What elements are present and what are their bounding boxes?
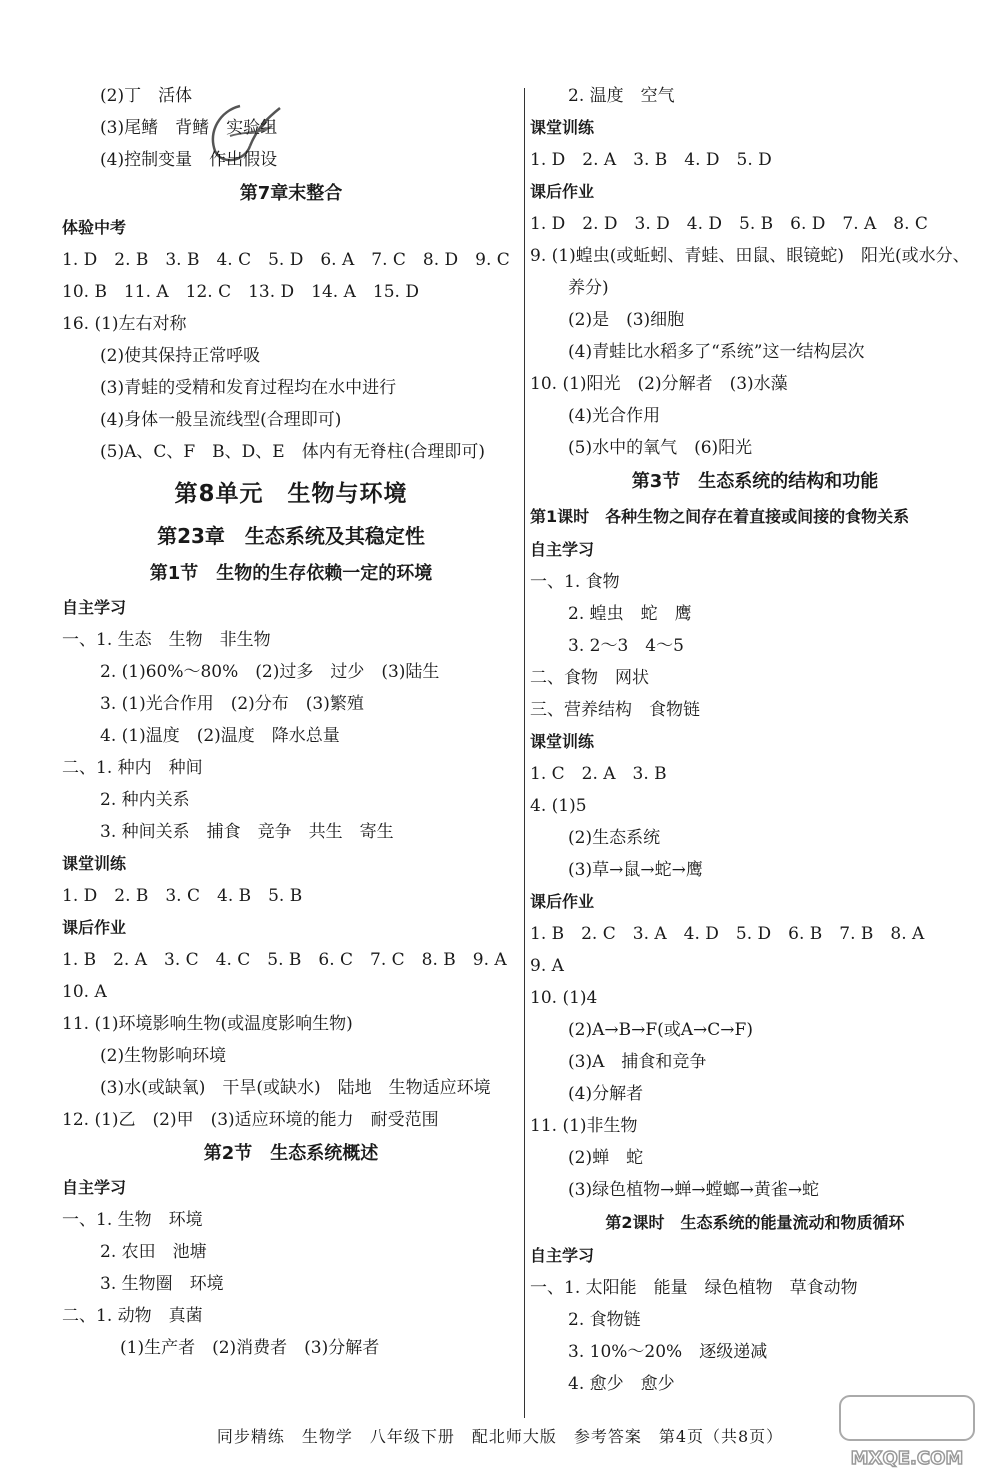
answer-line: (4)分解者 [568,1084,644,1104]
answer-line: 1. D 2. B 3. B 4. C 5. D 6. A 7. C 8. D 9. C [62,250,510,270]
answer-line: (2)A→B→F(或A→C→F) [568,1020,753,1040]
chapter-title: 第23章 生态系统及其稳定性 [157,524,425,548]
answer-line: 4. 愈少 愈少 [568,1374,675,1394]
answer-line: (4)青蛙比水稻多了“系统”这一结构层次 [568,342,865,362]
answer-list [530,208,980,464]
section-heading: 体验中考 [62,218,127,237]
answer-line: 1. B 2. C 3. A 4. D 5. D 6. B 7. B 8. A [530,924,925,944]
unit-title: 第8单元 生物与环境 [174,481,408,507]
section-heading: 课后作业 [530,892,595,911]
answer-line: 1. D 2. D 3. D 4. D 5. B 6. D 7. A 8. C [530,214,928,234]
answer-line: 2. 温度 空气 [568,86,675,106]
answer-line: 3. 生物圈 环境 [100,1274,224,1294]
answer-line: (3)尾鳍 背鳍 实验组 [100,118,278,138]
section-title: 第3节 生态系统的结构和功能 [631,471,879,492]
left-column [62,80,520,1364]
watermark-logo [832,1392,982,1472]
answer-line: 二、1. 动物 真菌 [62,1306,203,1326]
section-heading: 课后作业 [62,918,127,937]
page-footer: 同步精练 生物学 八年级下册 配北师大版 参考答案 第4页（共8页） [216,1427,784,1446]
answer-list [530,1272,980,1400]
answer-line: 4. (1)温度 (2)温度 降水总量 [100,726,340,746]
answer-line: (3)绿色植物→蝉→螳螂→黄雀→蛇 [568,1180,820,1200]
answer-line: 养分) [568,278,609,298]
answer-list [530,918,980,1206]
answer-list [62,944,520,1136]
answer-line: 11. (1)环境影响生物(或温度影响生物) [62,1014,353,1034]
answer-line: 9. A [530,956,564,976]
watermark-text: MXQE.COM [850,1448,964,1469]
answer-line: 一、1. 食物 [530,572,620,592]
answer-line: (2)是 (3)细胞 [568,310,685,330]
answer-line: 10. (1)4 [530,988,598,1008]
section-heading: 课后作业 [530,182,595,201]
answer-line: 10. A [62,982,107,1002]
answer-line: (2)生物影响环境 [100,1046,227,1066]
answer-line: 16. (1)左右对称 [62,314,187,334]
answer-line: (2)生态系统 [568,828,661,848]
section-heading: 课堂训练 [530,732,595,751]
answer-line: 2. 食物链 [568,1310,641,1330]
right-column [530,80,980,1400]
answer-line: 3. 10%～20% 逐级递减 [568,1342,768,1362]
answer-line: (4)控制变量 作出假设 [100,150,278,170]
answer-line: 1. B 2. A 3. C 4. C 5. B 6. C 7. C 8. B 9. A [62,950,507,970]
answer-line: (5)A、C、F B、D、E 体内有无脊柱(合理即可) [100,442,485,462]
answer-line: 9. (1)蝗虫(或蚯蚓、青蛙、田鼠、眼镜蛇) 阳光(或水分、 [530,246,970,266]
answer-line: 2. 种内关系 [100,790,190,810]
answer-line: 12. (1)乙 (2)甲 (3)适应环境的能力 耐受范围 [62,1110,439,1130]
answer-line: (2)蝉 蛇 [568,1148,644,1168]
answer-line: 一、1. 生物 环境 [62,1210,203,1230]
answer-line: 3. (1)光合作用 (2)分布 (3)繁殖 [100,694,364,714]
answer-line: (4)身体一般呈流线型(合理即可) [100,410,342,430]
section-heading: 课堂训练 [62,854,127,873]
review-title: 第7章末整合 [239,183,343,204]
answer-line: (5)水中的氧气 (6)阳光 [568,438,753,458]
answer-line: 3. 2～3 4～5 [568,636,684,656]
lesson-title: 第1课时 各种生物之间存在着直接或间接的食物关系 [530,507,910,526]
answer-line: 10. (1)阳光 (2)分解者 (3)水藻 [530,374,788,394]
answer-line: 1. D 2. B 3. C 4. B 5. B [62,886,303,906]
answer-line: (3)A 捕食和竞争 [568,1052,707,1072]
answer-line: (2)使其保持正常呼吸 [100,346,261,366]
answer-list [530,566,980,726]
section-heading: 自主学习 [530,540,595,559]
section-heading: 课堂训练 [530,118,595,137]
answer-line: 2. (1)60%～80% (2)过多 过少 (3)陆生 [100,662,440,682]
section-heading: 自主学习 [530,1246,595,1265]
section-heading: 自主学习 [62,1178,127,1197]
answer-line: 1. D 2. A 3. B 4. D 5. D [530,150,772,170]
answer-line: 11. (1)非生物 [530,1116,638,1136]
answer-line: 一、1. 生态 生物 非生物 [62,630,271,650]
section-title: 第2节 生态系统概述 [203,1143,379,1164]
section-heading: 自主学习 [62,598,127,617]
answer-line: 二、食物 网状 [530,668,649,688]
answer-list [62,624,520,848]
answer-line: 1. C 2. A 3. B [530,764,667,784]
answer-line: 4. (1)5 [530,796,587,816]
answer-line: (2)丁 活体 [100,86,193,106]
answer-line: (3)青蛙的受精和发育过程均在水中进行 [100,378,397,398]
answer-line: 3. 种间关系 捕食 竞争 共生 寄生 [100,822,394,842]
answer-list [62,1204,520,1364]
answer-line: 二、1. 种内 种间 [62,758,203,778]
answer-line: 10. B 11. A 12. C 13. D 14. A 15. D [62,282,419,302]
answer-line: 一、1. 太阳能 能量 绿色植物 草食动物 [530,1278,858,1298]
column-divider [524,88,525,1418]
answer-line: 三、营养结构 食物链 [530,700,700,720]
section-title: 第1节 生物的生存依赖一定的环境 [149,563,433,584]
answer-line: (3)草→鼠→蛇→鹰 [568,860,703,880]
answer-line: 2. 农田 池塘 [100,1242,207,1262]
answer-line: (1)生产者 (2)消费者 (3)分解者 [120,1338,380,1358]
answer-line: 2. 蝗虫 蛇 鹰 [568,604,692,624]
lesson-title: 第2课时 生态系统的能量流动和物质循环 [605,1213,905,1232]
answer-line: (3)水(或缺氧) 干旱(或缺水) 陆地 生物适应环境 [100,1078,491,1098]
answer-list [530,758,980,886]
answer-line: (4)光合作用 [568,406,661,426]
